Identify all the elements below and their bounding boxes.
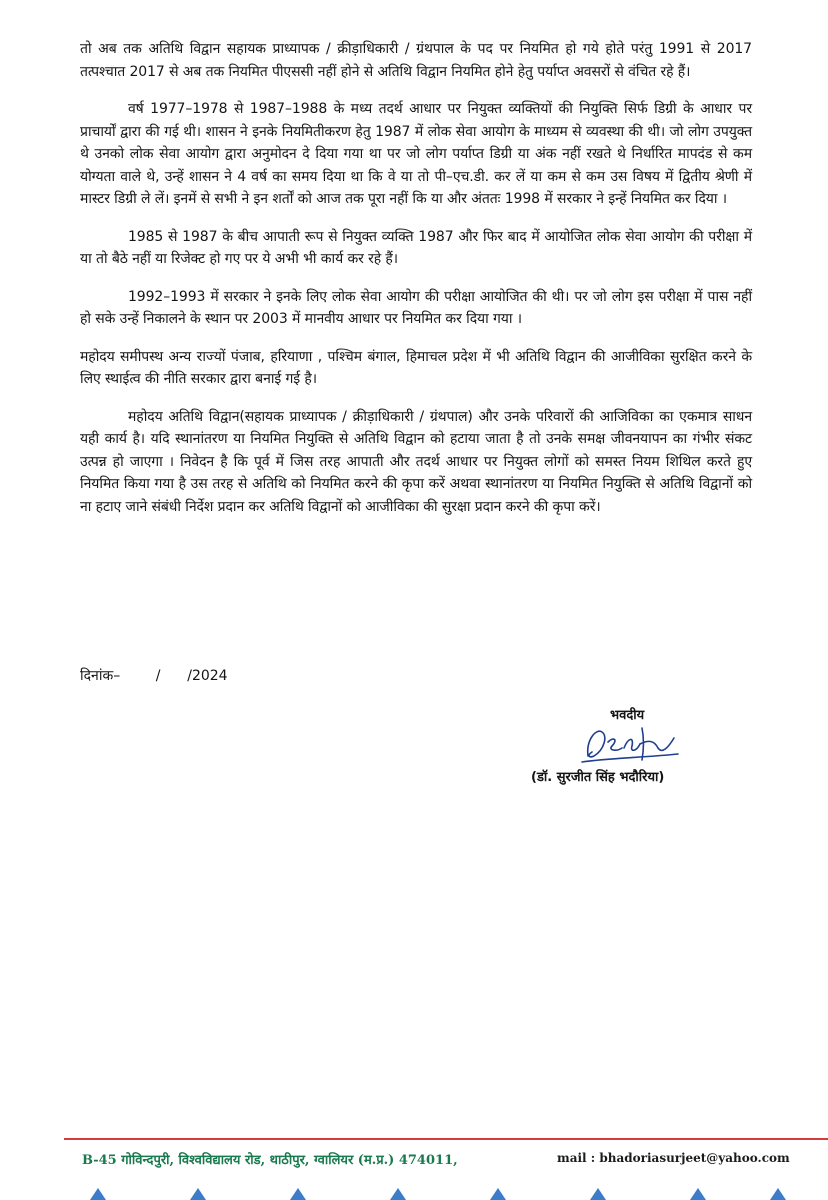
decor-mark	[290, 1188, 306, 1200]
paragraph-4: 1992–1993 में सरकार ने इनके लिए लोक सेवा आयोग की परीक्षा आयोजित की थी। पर जो लोग इस परीक्षा में पास नहीं हो सके उन्हें निकालने के स्थान पर 2003 में मानवीय आधार पर नियमित कर दिया गया ।	[80, 288, 752, 327]
paragraph-2: वर्ष 1977–1978 से 1987–1988 के मध्य तदर्थ आधार पर नियुक्त व्यक्तियों की नियुक्ति सिर्फ डिग्री के आधार पर प्राचार्यों द्वारा की गई थी। शासन ने इनके नियमितीकरण हेतु 1987 में लोक सेवा आयोग के माध्यम से व्यवस्था की थी। जो लोग उपयुक्त थे उनको लोक सेवा आयोग द्वारा अनुमोदन दे दिया गया था पर जो लोग पर्याप्त डिग्री या अंक नहीं रखते थे निर्धारित मापदंड से कम योग्यता वाले थे, उन्हें शासन ने 4 वर्ष का समय दिया था कि वे या तो पी–एच.डी. कर लें या कम से कम उस विषय में द्वितीय श्रेणी में मास्टर डिग्री ले लें। इनमें से सभी ने इन शर्तों को आज तक पूरा नहीं कि या और अंततः 1998 में सरकार ने इन्हें नियमित कर दिया ।	[80, 101, 752, 207]
paragraph-3: 1985 से 1987 के बीच आपाती रूप से नियुक्त व्यक्ति 1987 और फिर बाद में आयोजित लोक सेवा आयोग की परीक्षा में या तो बैठे नहीं या रिजेक्ट हो गए पर ये अभी भी कार्य कर रहे हैं।	[80, 228, 752, 267]
letter-body	[80, 38, 752, 533]
paragraph-1: तो अब तक अतिथि विद्वान सहायक प्राध्यापक / क्रीड़ाधिकारी / ग्रंथपाल के पद पर नियमित हो गये होते परंतु 1991 से 2017 तत्पश्चात 2017 से अब तक नियमित पीएससी नहीं होने से अतिथि विद्वान नियमित होने हेतु पर्याप्त अवसरों से वंचित रहे हैं।	[80, 41, 752, 80]
date-line: दिनांक– / /2024	[80, 668, 228, 684]
sender-name: (डॉ. सुरजीत सिंह भदौरिया)	[531, 770, 665, 785]
decor-mark	[770, 1188, 786, 1200]
bottom-decorative-strip	[0, 1186, 828, 1200]
footer-address: B-45 गोविन्दपुरी, विश्वविद्यालय रोड, थाठीपुर, ग्वालियर (म.प्र.) 474011,	[82, 1153, 458, 1168]
paragraph-5: महोदय समीपस्थ अन्य राज्यों पंजाब, हरियाणा , पश्चिम बंगाल, हिमाचल प्रदेश में भी अतिथि विद्वान की आजीविका सुरक्षित करने के लिए स्थाईत्व की नीति सरकार द्वारा बनाई गई है।	[80, 348, 752, 387]
decor-mark	[690, 1188, 706, 1200]
signature-image	[578, 718, 686, 766]
decor-mark	[190, 1188, 206, 1200]
closing-salutation: भवदीय	[610, 708, 645, 723]
footer-email: mail : bhadoriasurjeet@yahoo.com	[557, 1151, 790, 1165]
footer-divider	[64, 1138, 828, 1140]
paragraph-6: महोदय अतिथि विद्वान(सहायक प्राध्यापक / क्रीड़ाधिकारी / ग्रंथपाल) और उनके परिवारों की आजिविका का एकमात्र साधन यही कार्य है। यदि स्थानांतरण या नियमित नियुक्ति से अतिथि विद्वान को हटाया जाता है तो उनके समक्ष जीवनयापन का गंभीर संकट उत्पन्न हो जाएगा । निवेदन है कि पूर्व में जिस तरह आपाती और तदर्थ आधार पर नियुक्त लोगों को समस्त नियम शिथिल करते हुए नियमित किया गया है उस तरह से अतिथि को नियमित करने की कृपा करें अथवा स्थानांतरण या नियमित नियुक्ति से अतिथि विद्वानों को ना हटाए जाने संबंधी निर्देश प्रदान कर अतिथि विद्वानों को आजीविका की सुरक्षा प्रदान करने की कृपा करें।	[80, 408, 752, 515]
decor-mark	[90, 1188, 106, 1200]
decor-mark	[390, 1188, 406, 1200]
decor-mark	[590, 1188, 606, 1200]
decor-mark	[490, 1188, 506, 1200]
